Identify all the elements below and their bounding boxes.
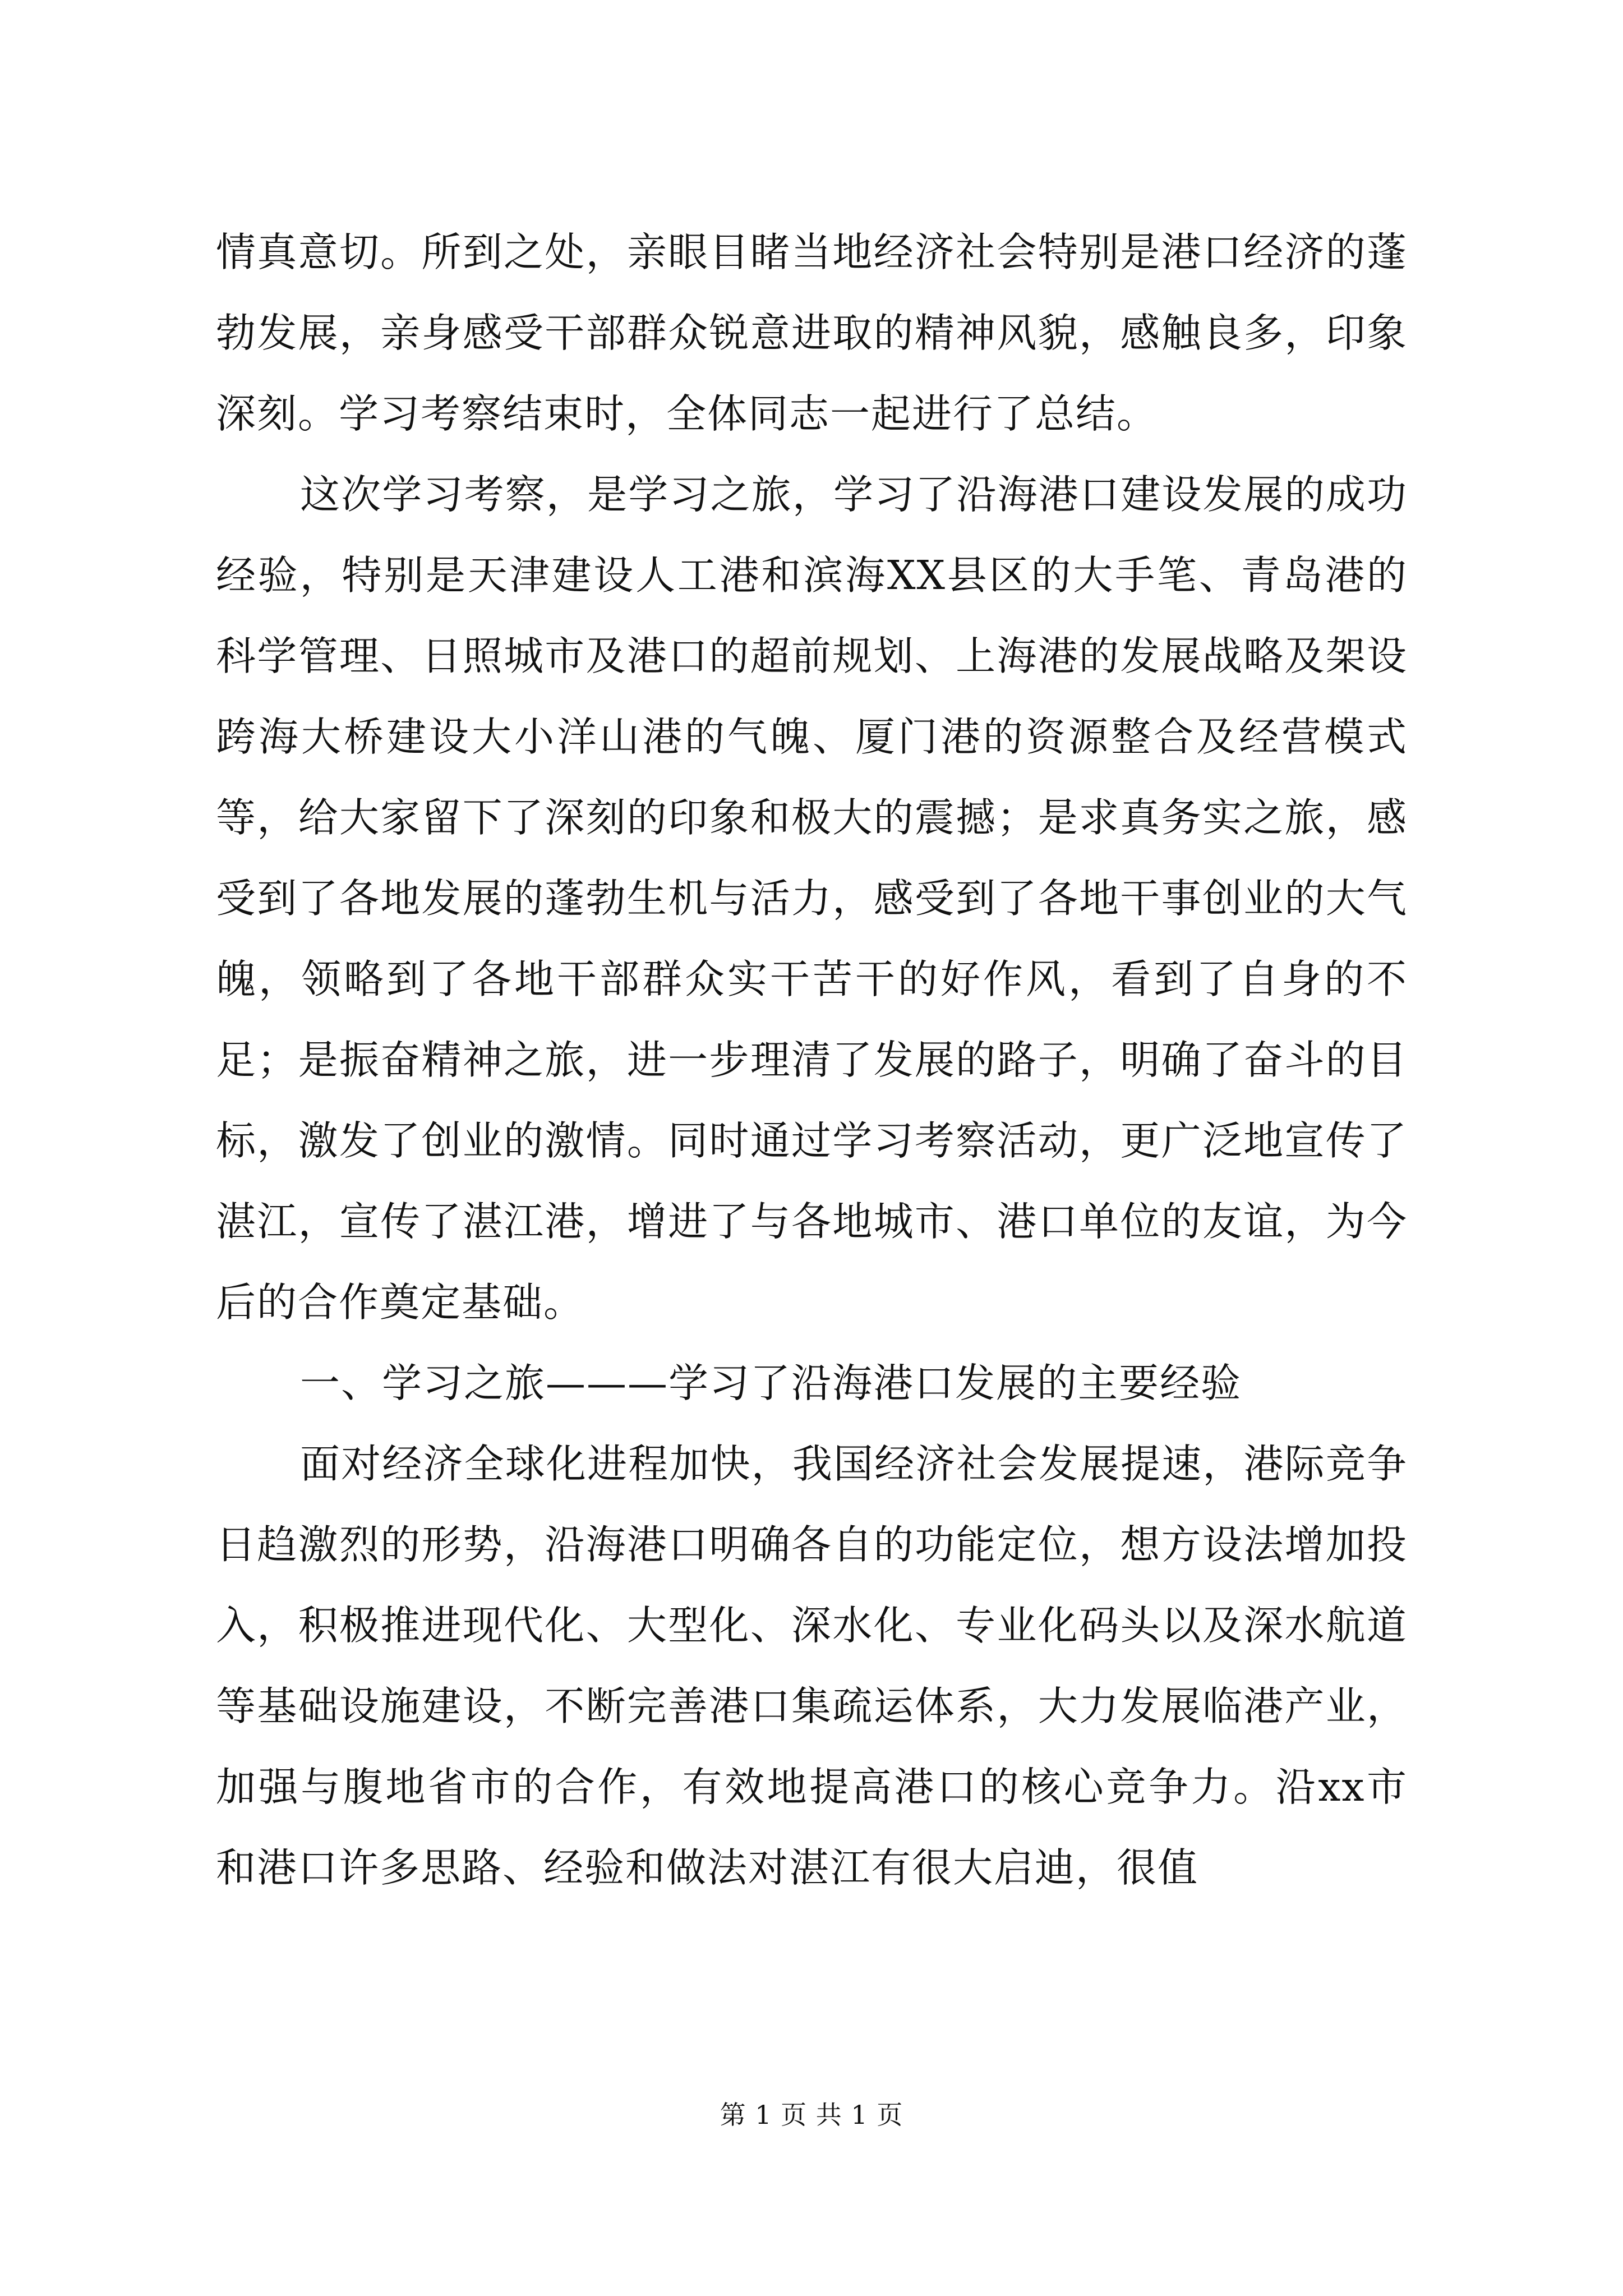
- section-heading: 一、学习之旅———学习了沿海港口发展的主要经验: [300, 1360, 1242, 1406]
- document-body: [216, 212, 1408, 1908]
- paragraph-1: 情真意切。所到之处，亲眼目睹当地经济社会特别是港口经济的蓬勃发展，亲身感受干部群众锐意进取的精神风貌，感触良多，印象深刻。学习考察结束时，全体同志一起进行了总结。: [216, 229, 1408, 437]
- page-footer: 第 1 页 共 1 页: [720, 2100, 903, 2130]
- paragraph-2: 这次学习考察，是学习之旅，学习了沿海港口建设发展的成功经验，特别是天津建设人工港和滨海XX县区的大手笔、青岛港的科学管理、日照城市及港口的超前规划、上海港的发展战略及架设跨海大桥建设大小洋山港的气魄、厦门港的资源整合及经营模式等，给大家留下了深刻的印象和极大的震撼；是求真务实之旅，感受到了各地发展的蓬勃生机与活力，感受到了各地干事创业的大气魄，领略到了各地干部群众实干苦干的好作风，看到了自身的不足；是振奋精神之旅，进一步理清了发展的路子，明确了奋斗的目标，激发了创业的激情。同时通过学习考察活动，更广泛地宣传了湛江，宣传了湛江港，增进了与各地城市、港口单位的友谊，为今后的合作奠定基础。: [216, 471, 1408, 1326]
- paragraph-3: 面对经济全球化进程加快，我国经济社会发展提速，港际竞争日趋激烈的形势，沿海港口明确各自的功能定位，想方设法增加投入，积极推进现代化、大型化、深水化、专业化码头以及深水航道等基础设施建设，不断完善港口集疏运体系，大力发展临港产业，加强与腹地省市的合作，有效地提高港口的核心竞争力。沿xx市和港口许多思路、经验和做法对湛江有很大启迪，很值: [216, 1441, 1408, 1891]
